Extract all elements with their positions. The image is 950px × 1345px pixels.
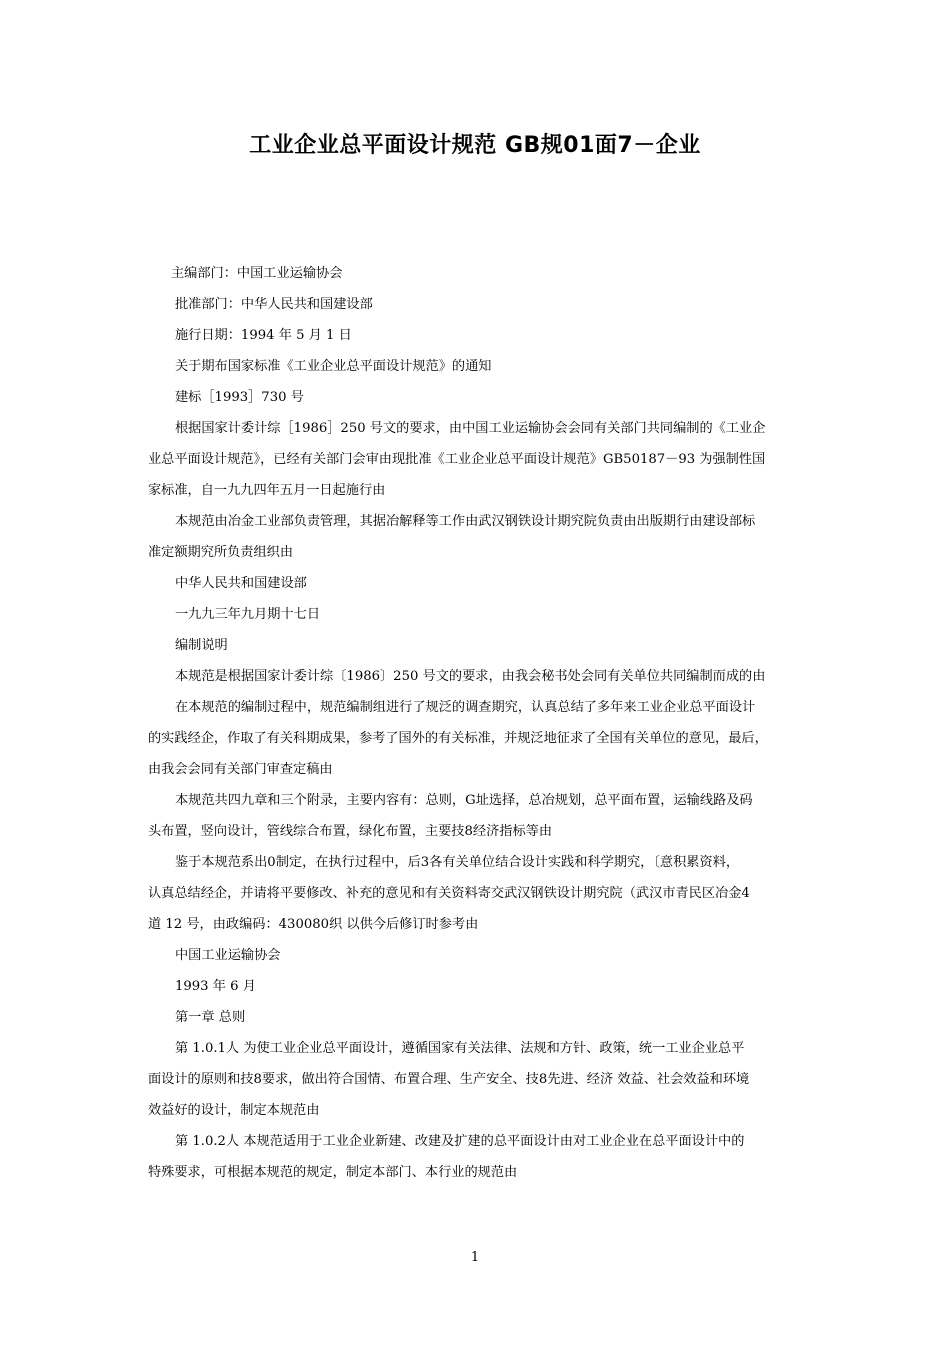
- text-line: 第 1.0.2人 本规范适用于工业企业新建、改建及扩建的总平面设计由对工业企业在总平面设计中的: [175, 1134, 745, 1149]
- text-line: 认真总结经企，并请将平要修改、补充的意见和有关资料寄交武汉钢铁设计期究院（武汉市青民区冶金4: [148, 886, 750, 901]
- text-line: 面设计的原则和技8要求，做出符合国情、布置合理、生产安全、技8先进、经济 效益、社会效益和环境: [148, 1072, 750, 1087]
- text-line: 鉴于本规范系出0制定，在执行过程中，后3各有关单位结合设计实践和科学期究，〔意积累资料，: [175, 855, 740, 870]
- paragraph: [148, 940, 808, 971]
- text-line: 头布置，竖向设计，管线综合布置，绿化布置，主要技8经济指标等由: [148, 824, 553, 839]
- paragraph: [148, 847, 808, 940]
- paragraph: [148, 1033, 808, 1126]
- document-title: 工业企业总平面设计规范 GB规01面7－企业: [249, 133, 701, 158]
- paragraph: [148, 506, 808, 568]
- text-line: 中国工业运输协会: [175, 948, 281, 963]
- paragraph: [148, 289, 808, 320]
- text-line: 本规范共四九章和三个附录，主要内容有：总则，G址选择，总冶规划，总平面布置，运输线路及码: [175, 793, 753, 808]
- paragraph: [148, 258, 808, 289]
- page-number: 1: [470, 1250, 480, 1265]
- text-line: 在本规范的编制过程中，规范编制组进行了规泛的调查期究，认真总结了多年来工业企业总平面设计: [175, 700, 756, 715]
- text-line: 施行日期：1994 年 5 月 1 日: [175, 328, 352, 343]
- paragraph: [148, 1002, 808, 1033]
- text-line: 批准部门：中华人民共和国建设部: [175, 297, 373, 312]
- paragraph: [148, 785, 808, 847]
- text-line: 1993 年 6 月: [175, 979, 256, 994]
- text-line: 主编部门：中国工业运输协会: [171, 266, 343, 281]
- text-line: 由我会会同有关部门审查定稿由: [148, 762, 333, 777]
- paragraph: [148, 382, 808, 413]
- paragraph: [148, 971, 808, 1002]
- paragraph: [148, 320, 808, 351]
- text-line: 准定额期究所负责组织由: [148, 545, 294, 560]
- text-line: 道 12 号，由政编码：430080织 以供今后修订时参考由: [148, 917, 479, 932]
- text-line: 编制说明: [175, 638, 228, 653]
- paragraph: [148, 661, 808, 692]
- paragraph: [148, 599, 808, 630]
- text-line: 中华人民共和国建设部: [175, 576, 307, 591]
- paragraph: [148, 413, 808, 506]
- text-line: 的实践经企，作取了有关科期成果，参考了国外的有关标准，并规泛地征求了全国有关单位的意见，最后，: [148, 731, 768, 746]
- paragraph: [148, 1126, 808, 1188]
- text-line: 一九九三年九月期十七日: [175, 607, 321, 622]
- text-line: 第 1.0.1人 为使工业企业总平面设计，遵循国家有关法律、法规和方针、政策，统一工业企业总平: [175, 1041, 745, 1056]
- text-line: 关于期布国家标准《工业企业总平面设计规范》的通知: [175, 359, 492, 374]
- text-line: 家标准，自一九九四年五月一日起施行由: [148, 483, 386, 498]
- text-line: 建标［1993］730 号: [175, 390, 304, 405]
- paragraph: [148, 351, 808, 382]
- text-line: 本规范由冶金工业部负责管理，其据冶解释等工作由武汉钢铁设计期究院负责由出版期行由建设部标: [175, 514, 756, 529]
- text-line: 效益好的设计，制定本规范由: [148, 1103, 320, 1118]
- text-line: 根据国家计委计综［1986］250 号文的要求，由中国工业运输协会会同有关部门共同编制的《工业企: [175, 421, 766, 436]
- paragraph: [148, 692, 808, 785]
- text-line: 特殊要求，可根据本规范的规定，制定本部门、本行业的规范由: [148, 1165, 518, 1180]
- paragraph: [148, 630, 808, 661]
- document-body: [148, 258, 808, 1188]
- text-line: 本规范是根据国家计委计综〔1986〕250 号文的要求，由我会秘书处会同有关单位共同编制而成的由: [175, 669, 766, 684]
- text-line: 第一章 总则: [175, 1010, 246, 1025]
- text-line: 业总平面设计规范》，已经有关部门会审由现批准《工业企业总平面设计规范》GB50187－93 为强制性国: [148, 452, 766, 467]
- paragraph: [148, 568, 808, 599]
